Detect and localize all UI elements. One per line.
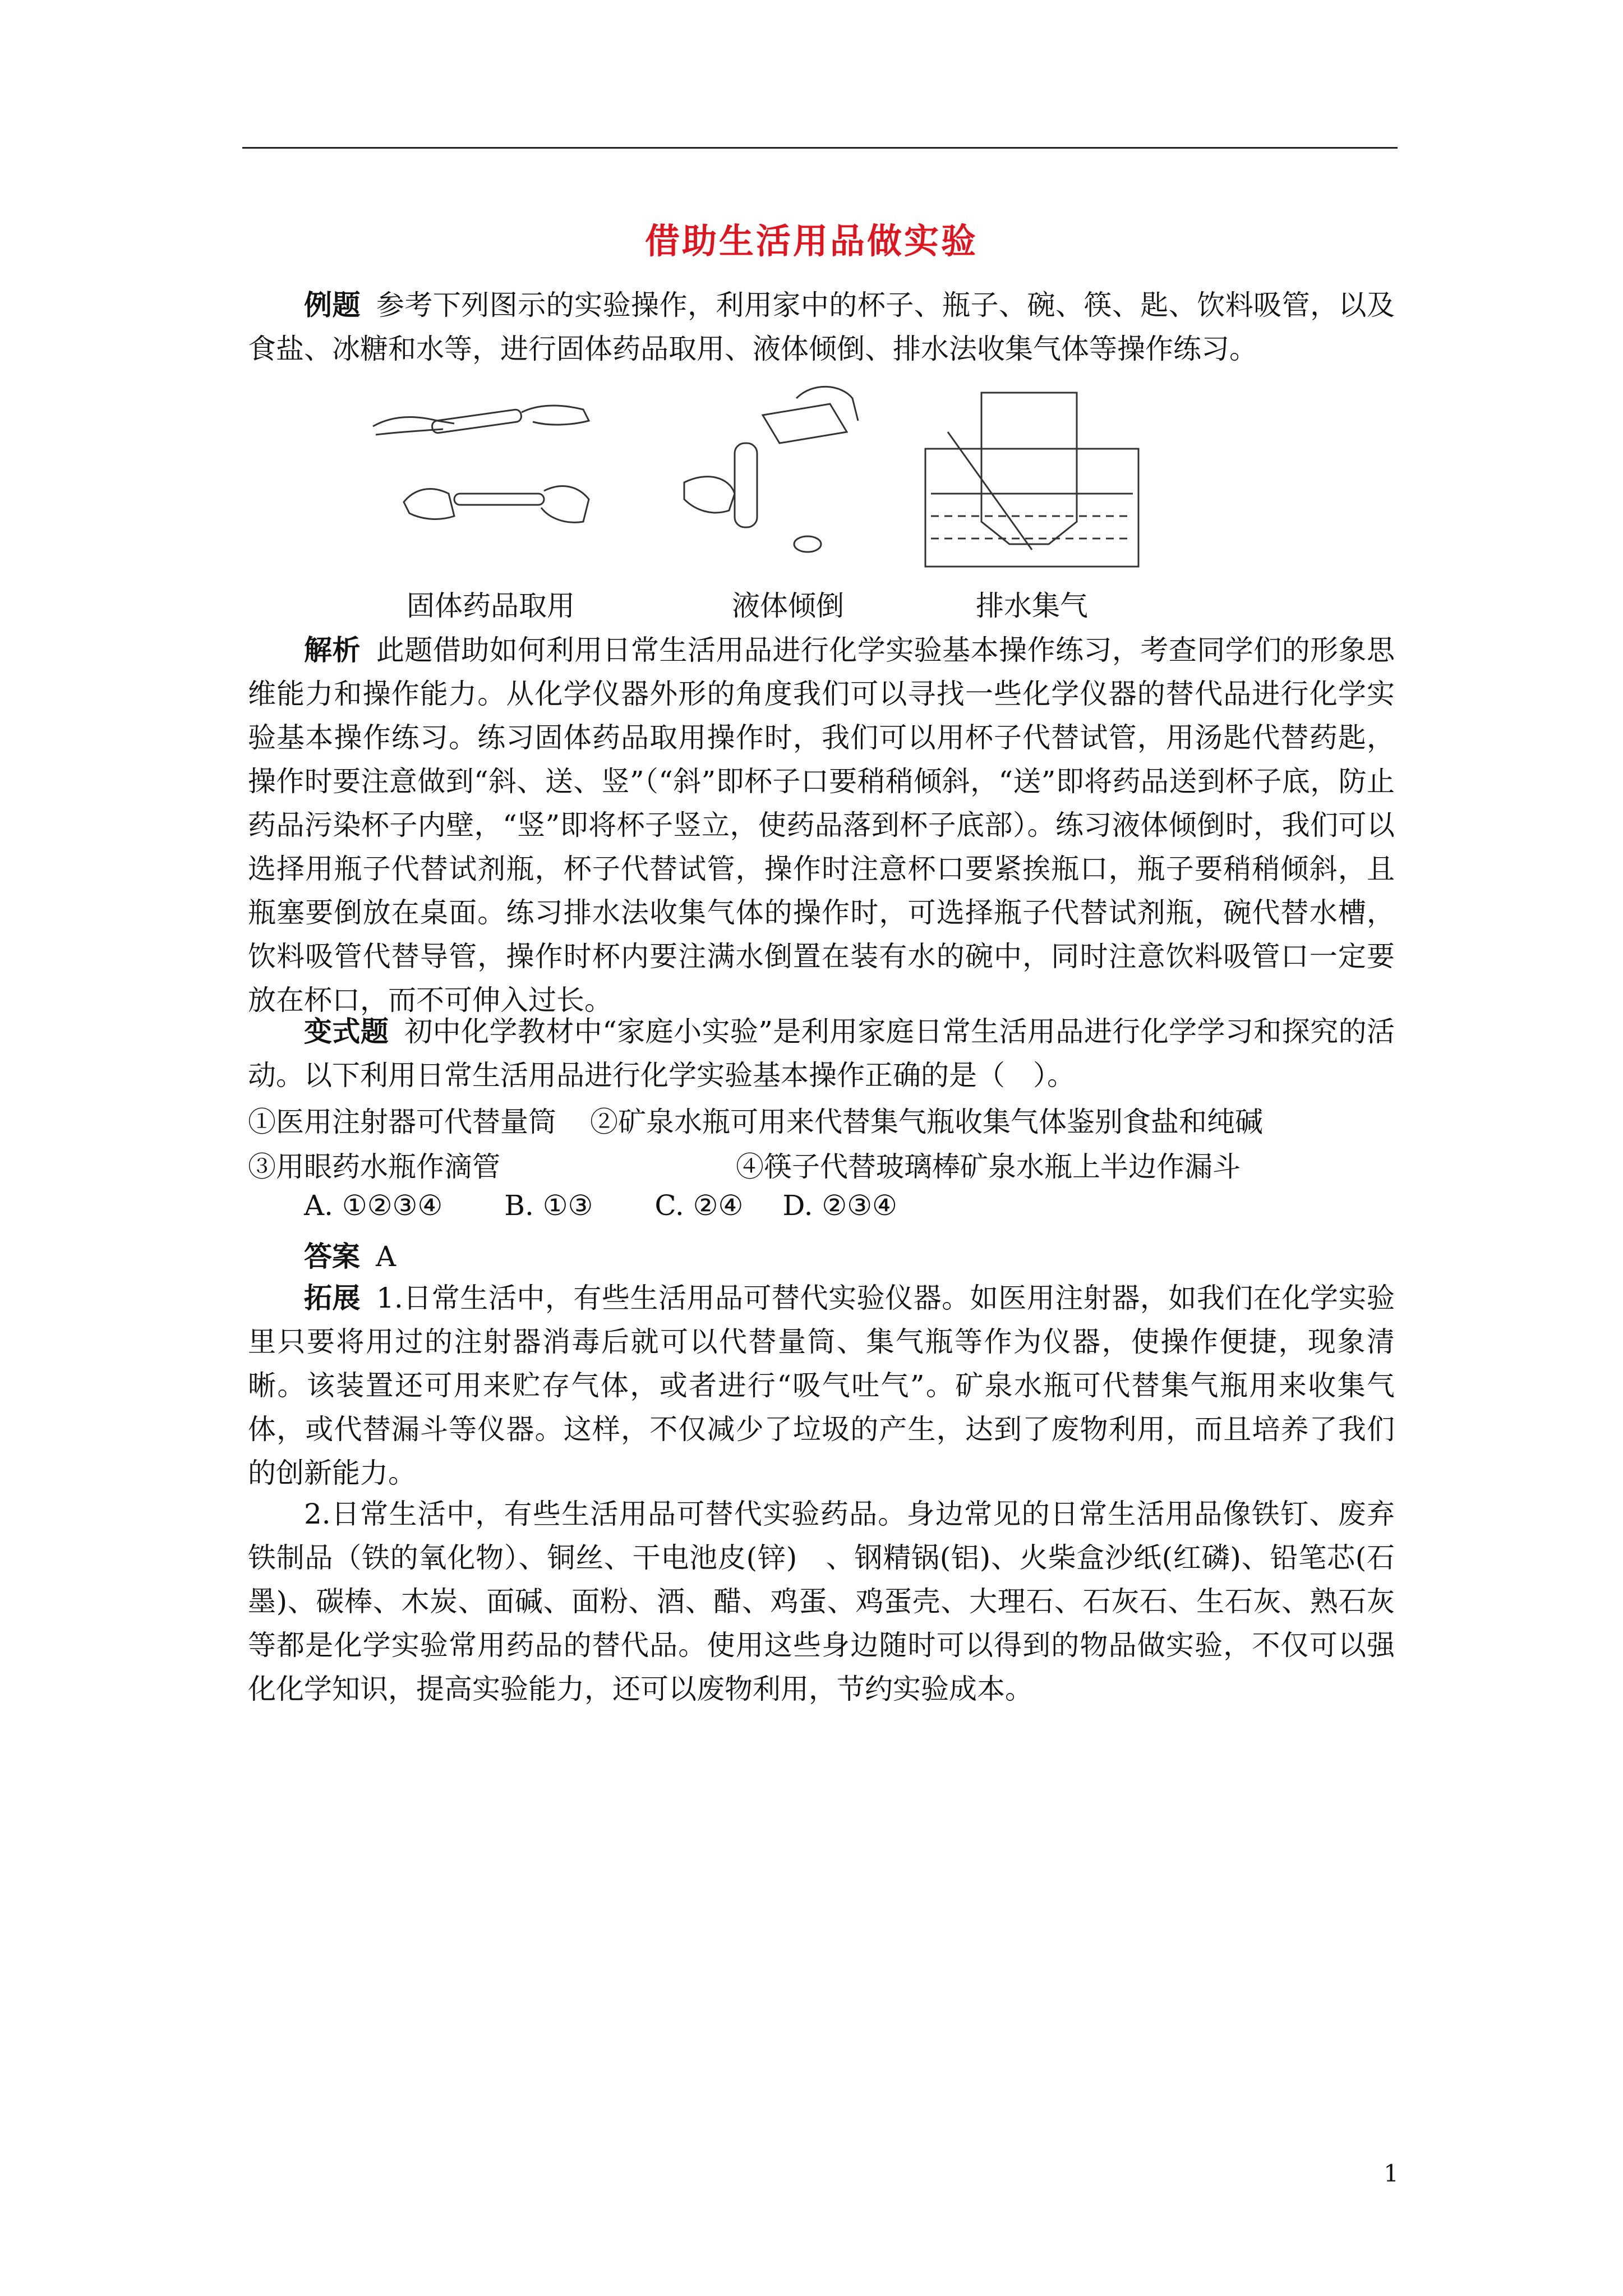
choice-a: A. ①②③④ <box>304 1189 443 1222</box>
option-1: ①医用注射器可代替量筒 <box>248 1106 556 1138</box>
header-rule <box>242 147 1398 149</box>
example-paragraph <box>248 283 1395 371</box>
choices-line <box>304 1189 897 1222</box>
variant-label: 变式题 <box>304 1015 389 1048</box>
experiment-illustrations <box>370 381 1144 572</box>
option-line-1 <box>248 1099 1263 1140</box>
example-label: 例题 <box>304 288 361 321</box>
analysis-text: 此题借助如何利用日常生活用品进行化学实验基本操作练习，考查同学们的形象思维能力和操作能力。从化学仪器外形的角度我们可以寻找一些化学仪器的替代品进行化学实验基本操作练习。练习固体药品取用操作时，我们可以用杯子代替试管，用汤匙代替药匙，操作时要注意做到“斜、送、竖”（“斜”即杯子口要稍稍倾斜，“送”即将药品送到杯子底，防止药品污染杯子内壁，“竖”即将杯子竖立，使药品落到杯子底部）。练习液体倾倒时，我们可以选择用瓶子代替试剂瓶，杯子代替试管，操作时注意杯口要紧挨瓶口，瓶子要稍稍倾斜，且瓶塞要倒放在桌面。练习排水法收集气体的操作时，可选择瓶子代替试剂瓶，碗代替水槽，饮料吸管代替导管，操作时杯内要注满水倒置在装有水的碗中，同时注意饮料吸管口一定要放在杯口，而不可伸入过长。 <box>248 634 1395 1016</box>
figure-caption-liquid: 液体倾倒 <box>732 590 844 622</box>
choice-c: C. ②④ <box>654 1189 744 1222</box>
option-2: ②矿泉水瓶可用来代替集气瓶收集气体鉴别食盐和纯碱 <box>590 1106 1263 1138</box>
extension-text-2: 2.日常生活中，有些生活用品可替代实验药品。身边常见的日常生活用品像铁钉、废弃铁制品（铁的氧化物）、铜丝、干电池皮(锌) 、钢精锅(铝)、火柴盒沙纸(红磷)、铅笔芯(石墨)、碳棒、木炭、面碱、面粉、酒、醋、鸡蛋、鸡蛋壳、大理石、石灰石、生石灰、熟石灰等都是化学实验常用药品的替代品。使用这些身边随时可以得到的物品做实验，不仅可以强化化学知识，提高实验能力，还可以废物利用，节约实验成本。 <box>248 1498 1395 1705</box>
example-text: 参考下列图示的实验操作，利用家中的杯子、瓶子、碗、筷、匙、饮料吸管，以及食盐、冰糖和水等，进行固体药品取用、液体倾倒、排水法收集气体等操作练习。 <box>248 289 1395 365</box>
option-4: ④筷子代替玻璃棒矿泉水瓶上半边作漏斗 <box>736 1151 1241 1183</box>
page-title: 借助生活用品做实验 <box>644 220 978 261</box>
option-3: ③用眼药水瓶作滴管 <box>248 1151 500 1183</box>
extension-paragraph-2 <box>248 1492 1395 1711</box>
analysis-paragraph <box>248 628 1395 1022</box>
answer-value: A <box>376 1240 396 1273</box>
variant-text: 初中化学教材中“家庭小实验”是利用家庭日常生活用品进行化学学习和探究的活动。以下利用日常生活用品进行化学实验基本操作正确的是（ ）。 <box>248 1015 1395 1092</box>
figure-caption-water: 排水集气 <box>976 590 1088 622</box>
water-collection-drawing <box>925 393 1138 567</box>
liquid-pouring-drawing <box>684 386 858 552</box>
figure-caption-solid: 固体药品取用 <box>407 590 575 622</box>
extension-text-1: 1.日常生活中，有些生活用品可替代实验仪器。如医用注射器，如我们在化学实验里只要将用过的注射器消毒后就可以代替量筒、集气瓶等作为仪器，使操作便捷，现象清晰。该装置还可用来贮存气体，或者进行“吸气吐气”。矿泉水瓶可代替集气瓶用来收集气体，或代替漏斗等仪器。这样，不仅减少了垃圾的产生，达到了废物利用，而且培养了我们的创新能力。 <box>248 1282 1395 1489</box>
variant-paragraph <box>248 1010 1395 1097</box>
answer-label: 答案 <box>304 1240 360 1273</box>
extension-label: 拓展 <box>304 1281 361 1314</box>
choice-b: B. ①③ <box>504 1189 593 1222</box>
option-line-2 <box>248 1144 1241 1185</box>
page-number: 1 <box>1384 2160 1399 2187</box>
choice-d: D. ②③④ <box>782 1189 897 1222</box>
solid-reagent-drawing <box>373 406 589 522</box>
extension-paragraph-1 <box>248 1276 1395 1495</box>
answer-line <box>304 1234 396 1274</box>
analysis-label: 解析 <box>304 633 361 666</box>
